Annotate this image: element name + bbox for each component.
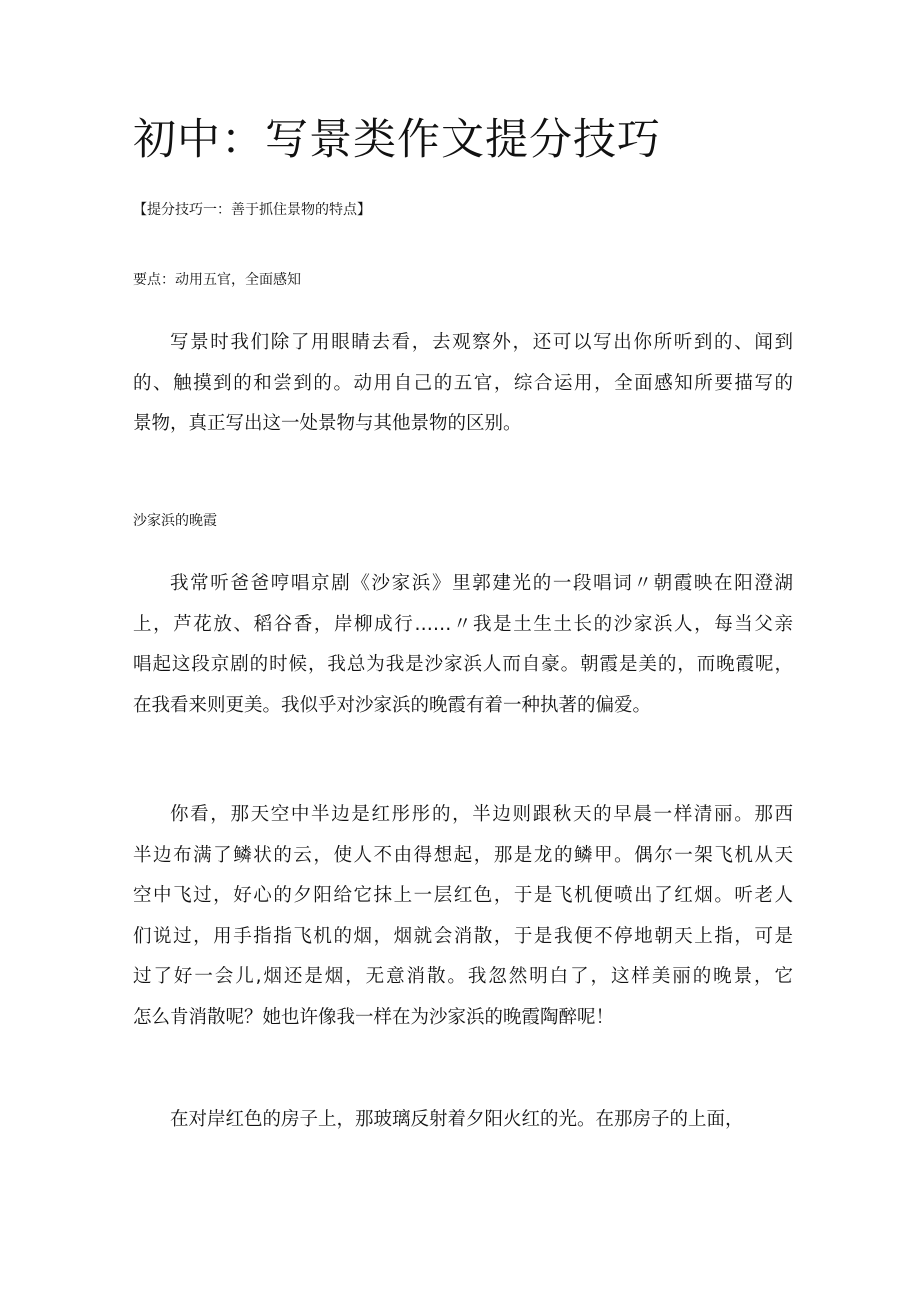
essay-line: 在我看来则更美。我似乎对沙家浜的晚霞有着一种执著的偏爱。 <box>133 694 652 716</box>
essay-line: 你看，那天空中半边是红彤彤的，半边则跟秋天的早晨一样清丽。那西 <box>170 804 793 825</box>
page-title: 初中：写景类作文提分技巧 <box>133 115 661 165</box>
intro-line: 景物，真正写出这一处景物与其他景物的区别。 <box>133 413 522 434</box>
essay-line: 半边布满了鳞状的云，使人不由得想起，那是龙的鳞甲。偶尔一架飞机从天 <box>133 844 793 866</box>
essay-paragraph-1 <box>133 564 793 726</box>
intro-paragraph <box>133 323 793 445</box>
essay-line: 过了好一会儿,烟还是烟，无意消散。我忽然明白了，这样美丽的晚景，它 <box>133 966 793 987</box>
essay-line: 空中飞过，好心的夕阳给它抹上一层红色，于是飞机便喷出了红烟。听老人 <box>133 885 793 906</box>
essay-line: 们说过，用手指指飞机的烟，烟就会消散，于是我便不停地朝天上指，可是 <box>133 925 793 947</box>
intro-line: 的、触摸到的和尝到的。动用自己的五官，综合运用，全面感知所要描写的 <box>133 372 793 394</box>
essay-line: 上，芦花放、稻谷香，岸柳成行……〃我是土生土长的沙家浜人，每当父亲 <box>133 613 793 635</box>
example-title: 沙家浜的晚霞 <box>133 513 217 529</box>
intro-line: 写景时我们除了用眼睛去看，去观察外，还可以写出你所听到的、闻到 <box>170 332 793 353</box>
essay-line: 在对岸红色的房子上，那玻璃反射着夕阳火红的光。在那房子的上面， <box>170 1109 744 1130</box>
key-point: 要点：动用五官，全面感知 <box>133 272 301 288</box>
tip-heading: 【提分技巧一：善于抓住景物的特点】 <box>133 202 371 218</box>
essay-paragraph-3 <box>133 1100 793 1141</box>
essay-line: 我常听爸爸哼唱京剧《沙家浜》里郭建光的一段唱词〃朝霞映在阳澄湖 <box>170 573 793 594</box>
essay-line: 怎么肯消散呢？她也许像我一样在为沙家浜的晚霞陶醉呢！ <box>133 1006 615 1028</box>
essay-line: 唱起这段京剧的时候，我总为我是沙家浜人而自豪。朝霞是美的，而晚霞呢， <box>133 654 793 675</box>
essay-paragraph-2 <box>133 795 793 1038</box>
